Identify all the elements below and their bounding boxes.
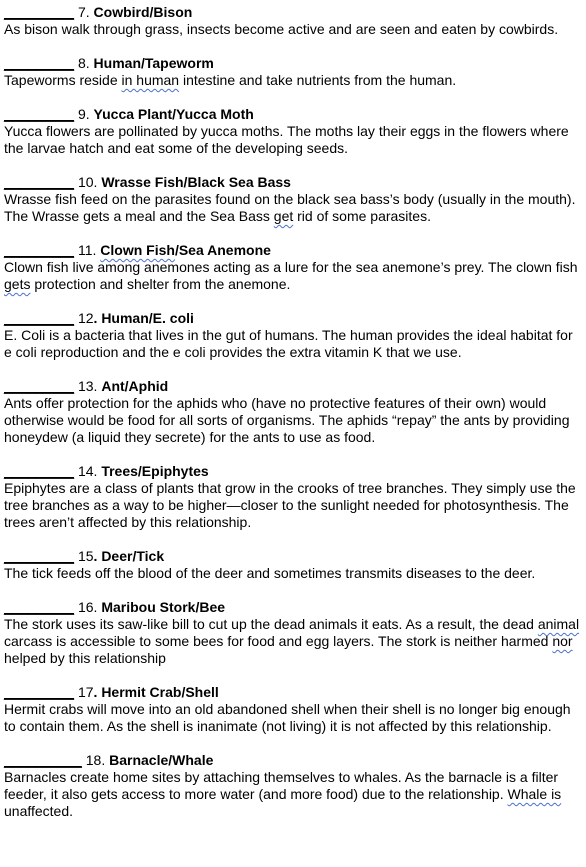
description-text: helped by this relationship — [4, 650, 166, 666]
description-text: The stork uses its saw-like bill to cut up the dead animals it eats. As a result, the dead — [4, 616, 538, 632]
question-description: Epiphytes are a class of plants that grow in the crooks of tree branches. They simply use the tree branches as a way to be higher—closer to the sunlight needed for photosynthesis. The trees aren’t affected by this relationship. — [4, 480, 576, 530]
question-number: 12 — [74, 310, 94, 326]
question-header — [4, 106, 582, 123]
answer-blank[interactable]: _________ — [4, 463, 75, 479]
grammar-flagged-text[interactable]: animal — [537, 616, 580, 632]
answer-blank[interactable]: _________ — [4, 106, 75, 122]
question-number: 15 — [74, 548, 94, 564]
question-9 — [4, 106, 582, 157]
question-header — [4, 463, 582, 480]
answer-blank[interactable]: _________ — [4, 310, 75, 326]
description-text: Clown fish live among anemones acting as a lure for the sea anemone’s prey. The clown fish — [4, 259, 578, 275]
question-number: 18. — [81, 752, 110, 768]
question-title: Trees/Epiphytes — [101, 463, 209, 479]
question-title: Maribou Stork/Bee — [101, 599, 226, 615]
question-18 — [4, 752, 582, 820]
answer-blank[interactable]: _________ — [4, 599, 75, 615]
description-text: protection and shelter from the anemone. — [30, 276, 291, 292]
question-header — [4, 548, 582, 565]
question-description — [4, 769, 582, 820]
description-text: Tapeworms reside — [4, 72, 122, 88]
question-14 — [4, 463, 582, 531]
question-number: 7. — [74, 4, 94, 20]
description-text: rid of some parasites. — [293, 208, 431, 224]
question-description — [4, 616, 582, 667]
question-number: 13. — [74, 378, 102, 394]
question-title: Ant/Aphid — [101, 378, 169, 394]
question-title: Cowbird/Bison — [93, 4, 193, 20]
question-title-rest: /Sea Anemone — [174, 242, 271, 258]
question-header — [4, 310, 582, 327]
question-header — [4, 752, 582, 769]
question-title: Human/Tapeworm — [93, 55, 214, 71]
description-text: unaffected. — [4, 803, 74, 819]
question-11 — [4, 242, 582, 293]
question-7 — [4, 4, 582, 38]
description-text: Barnacles create home sites by attaching themselves to whales. As the barnacle is a filter feeder, it also gets access to more water (and more food) due to the relationship. — [4, 769, 559, 802]
question-10 — [4, 174, 582, 225]
question-header — [4, 174, 582, 191]
question-number: 11. — [74, 242, 101, 258]
answer-blank[interactable]: _________ — [4, 548, 75, 564]
description-text: Wrasse fish feed on the parasites found on the black sea bass’s body (usually in the mouth). The Wrasse gets a meal and the Sea Bass — [4, 191, 576, 224]
answer-blank[interactable]: _________ — [4, 4, 75, 20]
question-number: 14. — [74, 463, 102, 479]
question-number: 17 — [74, 684, 94, 700]
question-number: 10. — [74, 174, 102, 190]
question-title: . Human/E. coli — [93, 310, 194, 326]
grammar-flagged-text[interactable]: Whale is — [507, 786, 562, 802]
question-title: Yucca Plant/Yucca Moth — [93, 106, 254, 122]
grammar-flagged-text[interactable]: get — [273, 208, 294, 224]
question-header — [4, 55, 582, 72]
question-13 — [4, 378, 582, 446]
grammar-flagged-text[interactable]: nor — [552, 633, 573, 649]
answer-blank[interactable]: _________ — [4, 55, 75, 71]
question-number: 16. — [74, 599, 102, 615]
question-header — [4, 242, 582, 259]
question-header — [4, 4, 582, 21]
question-number: 8. — [74, 55, 94, 71]
question-description: Hermit crabs will move into an old abandoned shell when their shell is no longer big enough to contain them. As the shell is inanimate (not living) it is not affected by this relationship. — [4, 701, 571, 734]
question-description: The tick feeds off the blood of the deer and sometimes transmits diseases to the deer. — [4, 565, 536, 581]
question-12 — [4, 310, 582, 361]
question-15 — [4, 548, 582, 582]
question-header — [4, 599, 582, 616]
grammar-flagged-title[interactable]: Clown Fish — [100, 242, 175, 258]
question-title: Wrasse Fish/Black Sea Bass — [101, 174, 291, 190]
question-header — [4, 684, 582, 701]
question-description — [4, 72, 582, 89]
answer-blank[interactable]: _________ — [4, 174, 75, 190]
answer-blank[interactable]: _________ — [4, 684, 75, 700]
question-title: . Deer/Tick — [93, 548, 165, 564]
question-description: E. Coli is a bacteria that lives in the gut of humans. The human provides the ideal habitat for e coli reproduction and the e coli provides the extra vitamin K that we use. — [4, 327, 573, 360]
answer-blank[interactable]: __________ — [4, 752, 82, 768]
question-title — [100, 242, 271, 258]
question-description: Yucca flowers are pollinated by yucca moths. The moths lay their eggs in the flowers where the larvae hatch and eat some of the developing seeds. — [4, 123, 569, 156]
question-8 — [4, 55, 582, 89]
question-16 — [4, 599, 582, 667]
question-description — [4, 259, 582, 293]
question-description: Ants offer protection for the aphids who (have no protective features of their own) would otherwise would be food for all sorts of organisms. The aphids “repay” the ants by providing honeydew (a liquid they secrete) for the ants to use as food. — [4, 395, 570, 445]
question-header — [4, 378, 582, 395]
question-title: Barnacle/Whale — [109, 752, 214, 768]
description-text: intestine and take nutrients from the human. — [179, 72, 457, 88]
answer-blank[interactable]: _________ — [4, 378, 75, 394]
question-description: As bison walk through grass, insects become active and are seen and eaten by cowbirds. — [4, 21, 559, 37]
question-title: . Hermit Crab/Shell — [93, 684, 219, 700]
grammar-flagged-text[interactable]: gets — [4, 276, 31, 292]
grammar-flagged-text[interactable]: in human — [121, 72, 180, 88]
question-17 — [4, 684, 582, 735]
answer-blank[interactable]: _________ — [4, 242, 75, 258]
question-number: 9. — [74, 106, 94, 122]
description-text: carcass is accessible to some bees for food and egg layers. The stork is neither harmed — [4, 633, 553, 649]
question-description — [4, 191, 582, 225]
